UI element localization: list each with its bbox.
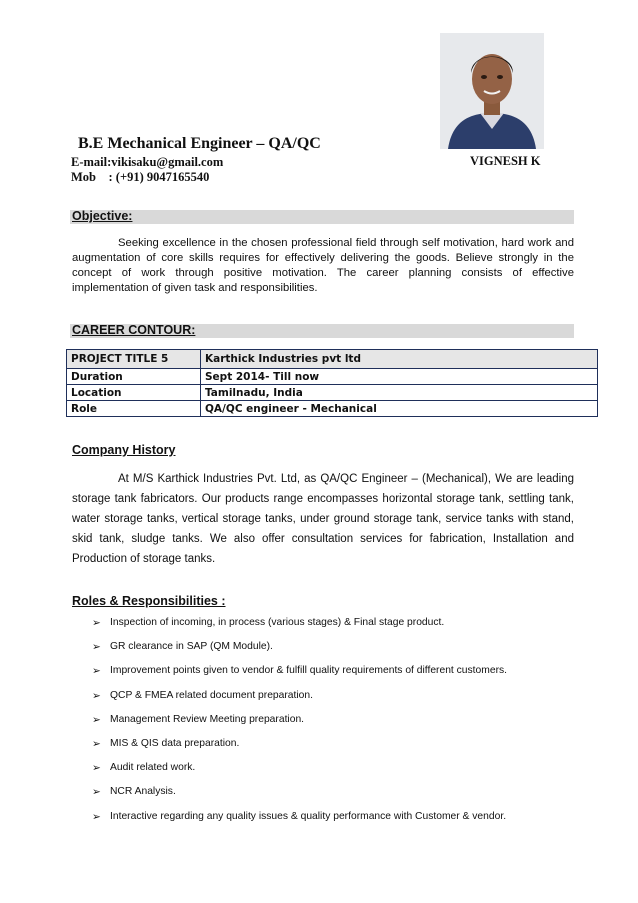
list-item-text: NCR Analysis. <box>110 786 176 798</box>
table-value: Karthick Industries pvt ltd <box>201 350 598 369</box>
headline: B.E Mechanical Engineer – QA/QC <box>78 135 321 152</box>
objective-text: Seeking excellence in the chosen professional field through self motivation, hard work and augmentation of core skills requires for effectively delivering the goods. Believe strongly in the concept of work through positive motivation. The career planning consists of effective implementation of given task and responsibilities. <box>72 237 574 294</box>
list-item-text: Management Review Meeting preparation. <box>110 713 305 725</box>
list-item <box>92 665 507 689</box>
objective-title: Objective: <box>72 209 133 223</box>
list-item-text: Audit related work. <box>110 762 196 774</box>
career-title: CAREER CONTOUR: <box>72 323 196 337</box>
table-key: Location <box>67 385 201 401</box>
table-value: Sept 2014- Till now <box>201 369 598 385</box>
list-item-text: Inspection of incoming, in process (various stages) & Final stage product. <box>110 617 445 628</box>
arrow-bullet-icon: ➢ <box>92 763 101 775</box>
list-item <box>92 617 507 641</box>
arrow-bullet-icon: ➢ <box>92 811 101 823</box>
list-item <box>92 738 507 762</box>
profile-photo <box>440 33 544 149</box>
list-item-text: QCP & FMEA related document preparation. <box>110 689 313 701</box>
table-row <box>67 385 598 401</box>
arrow-bullet-icon: ➢ <box>92 666 101 678</box>
table-key: Role <box>67 401 201 417</box>
candidate-name: VIGNESH K <box>470 154 541 168</box>
list-item <box>92 786 507 810</box>
objective-bar <box>70 210 574 224</box>
table-row <box>67 401 598 417</box>
career-table <box>66 349 598 417</box>
person-photo-icon <box>440 33 544 149</box>
company-title: Company History <box>72 443 176 457</box>
list-item <box>92 811 507 835</box>
arrow-bullet-icon: ➢ <box>92 618 101 629</box>
arrow-bullet-icon: ➢ <box>92 690 101 702</box>
company-paragraph <box>72 469 574 569</box>
roles-title: Roles & Responsibilities : <box>72 594 226 608</box>
objective-paragraph <box>72 236 574 296</box>
company-text: At M/S Karthick Industries Pvt. Ltd, as QA/QC Engineer – (Mechanical), We are leading storage tank fabricators. Our products range encompasses horizontal storage tank, settling tank, water storage tanks, vertical storage tanks, under ground storage tank, service tanks with stand, skid tank, sludge tanks. We also offer consultation services for fabrication, Installation and Production of storage tanks. <box>72 473 574 565</box>
arrow-bullet-icon: ➢ <box>92 714 101 726</box>
list-item <box>92 690 507 714</box>
table-key: PROJECT TITLE 5 <box>67 350 201 369</box>
list-item-text: GR clearance in SAP (QM Module). <box>110 641 273 653</box>
roles-list <box>92 617 507 835</box>
list-item <box>92 641 507 665</box>
table-key: Duration <box>67 369 201 385</box>
table-value: QA/QC engineer - Mechanical <box>201 401 598 417</box>
table-row <box>67 350 598 369</box>
arrow-bullet-icon: ➢ <box>92 642 101 654</box>
mobile-text: Mob : (+91) 9047165540 <box>71 170 210 184</box>
list-item <box>92 762 507 786</box>
list-item-text: Interactive regarding any quality issues & quality performance with Customer & vendor. <box>110 810 507 822</box>
table-value: Tamilnadu, India <box>201 385 598 401</box>
arrow-bullet-icon: ➢ <box>92 738 101 750</box>
arrow-bullet-icon: ➢ <box>92 787 101 799</box>
list-item-text: MIS & QIS data preparation. <box>110 737 240 749</box>
list-item-text: Improvement points given to vendor & fulfill quality requirements of different customers. <box>110 665 508 677</box>
list-item <box>92 714 507 738</box>
email-text: E-mail:vikisaku@gmail.com <box>71 155 224 169</box>
table-row <box>67 369 598 385</box>
